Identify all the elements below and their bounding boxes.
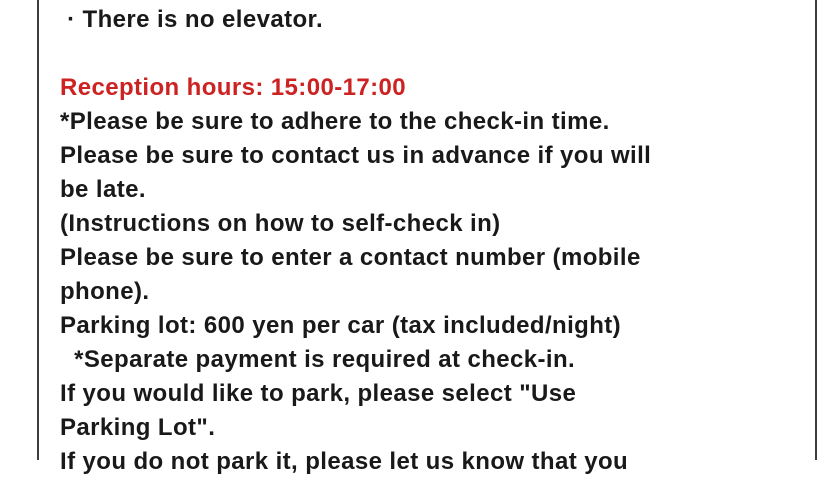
text-line: Parking Lot". <box>60 414 216 441</box>
text-line: *Separate payment is required at check-in. <box>60 346 576 373</box>
text-line: Please be sure to enter a contact number (mobile <box>60 244 641 271</box>
text-line: If you do not park it, please let us know that you <box>60 448 629 475</box>
text-line: (Instructions on how to self-check in) <box>60 210 501 237</box>
text-line <box>60 37 800 71</box>
document-frame <box>37 0 817 475</box>
reception-hours-heading: Reception hours: 15:00-17:00 <box>60 74 406 101</box>
text-line: Please be sure to contact us in advance if you will <box>60 142 652 169</box>
text-line: If you would like to park, please select "Use <box>60 380 577 407</box>
text-line: · There is no elevator. <box>60 6 324 33</box>
text-line: phone). <box>60 278 150 305</box>
text-line: be late. <box>60 176 146 203</box>
text-line: Parking lot: 600 yen per car (tax included/night) <box>60 312 622 339</box>
text-line: *Please be sure to adhere to the check-in time. <box>60 108 610 135</box>
document-text <box>60 0 800 479</box>
